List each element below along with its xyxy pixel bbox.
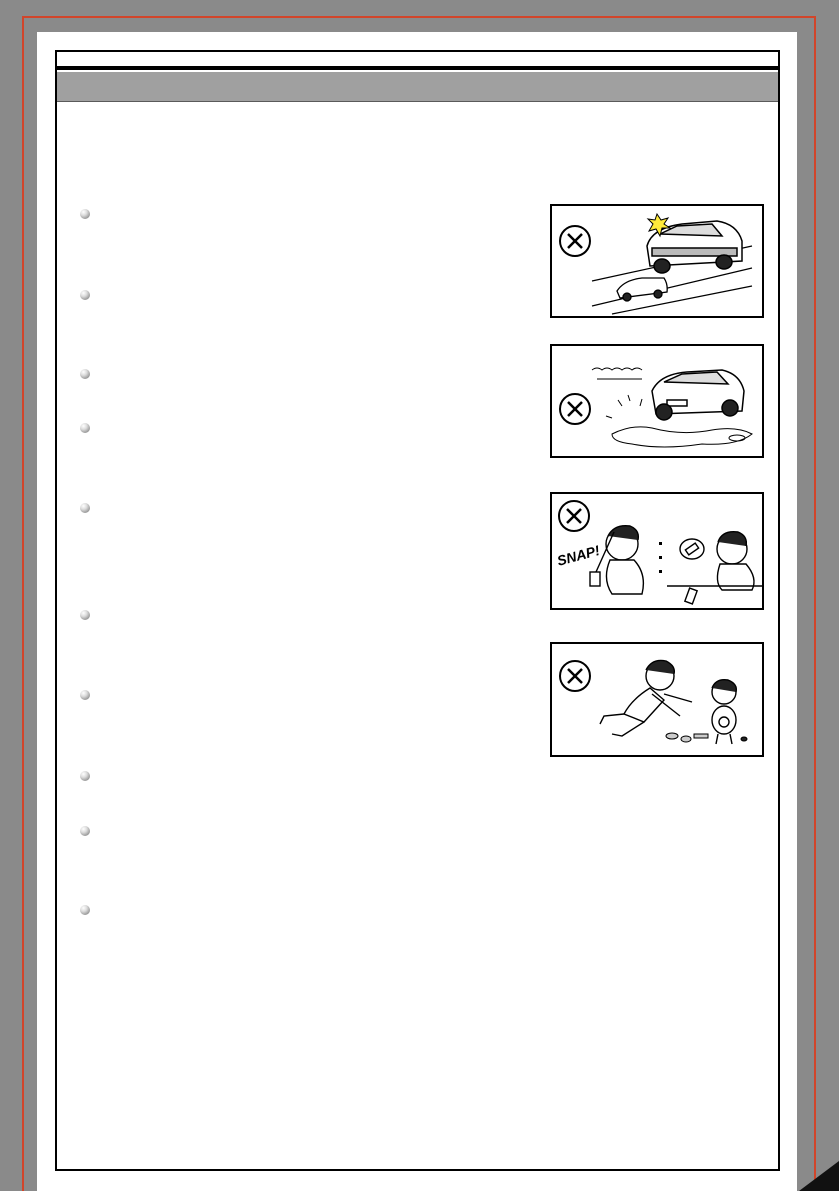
illustration-water: [550, 344, 764, 458]
bullet-icon: [80, 503, 90, 513]
prohibited-icon: [560, 226, 590, 256]
bullet-icon: [80, 690, 90, 700]
illustration-road-traffic: [550, 204, 764, 318]
page-corner-mark: [799, 1161, 839, 1191]
snap-label: SNAP!: [555, 542, 602, 569]
bullet-icon: [80, 826, 90, 836]
small-parts-icon: [666, 733, 747, 742]
prohibited-icon: [559, 501, 589, 531]
rc-car-icon: [617, 278, 667, 301]
bullet-icon: [80, 209, 90, 219]
grass-line-icon: [592, 368, 642, 379]
prohibited-icon: [560, 661, 590, 691]
bullet-icon: [80, 905, 90, 915]
bullet-icon: [80, 423, 90, 433]
dots-separator-icon: [659, 542, 662, 573]
illustration-child-small-parts: [550, 642, 764, 757]
bullet-icon: [80, 610, 90, 620]
bullet-icon: [80, 369, 90, 379]
adult-running-icon: [600, 660, 692, 736]
header-rule: [55, 66, 780, 70]
bullet-icon: [80, 771, 90, 781]
boy-with-battery-icon: [667, 532, 762, 604]
bullet-icon: [80, 290, 90, 300]
section-header: [57, 72, 778, 102]
car-icon: [652, 370, 744, 420]
boy-snapping-antenna-icon: [590, 526, 643, 594]
prohibited-icon: [560, 394, 590, 424]
illustration-antenna-batteries: [550, 492, 764, 610]
child-icon: [712, 680, 736, 744]
